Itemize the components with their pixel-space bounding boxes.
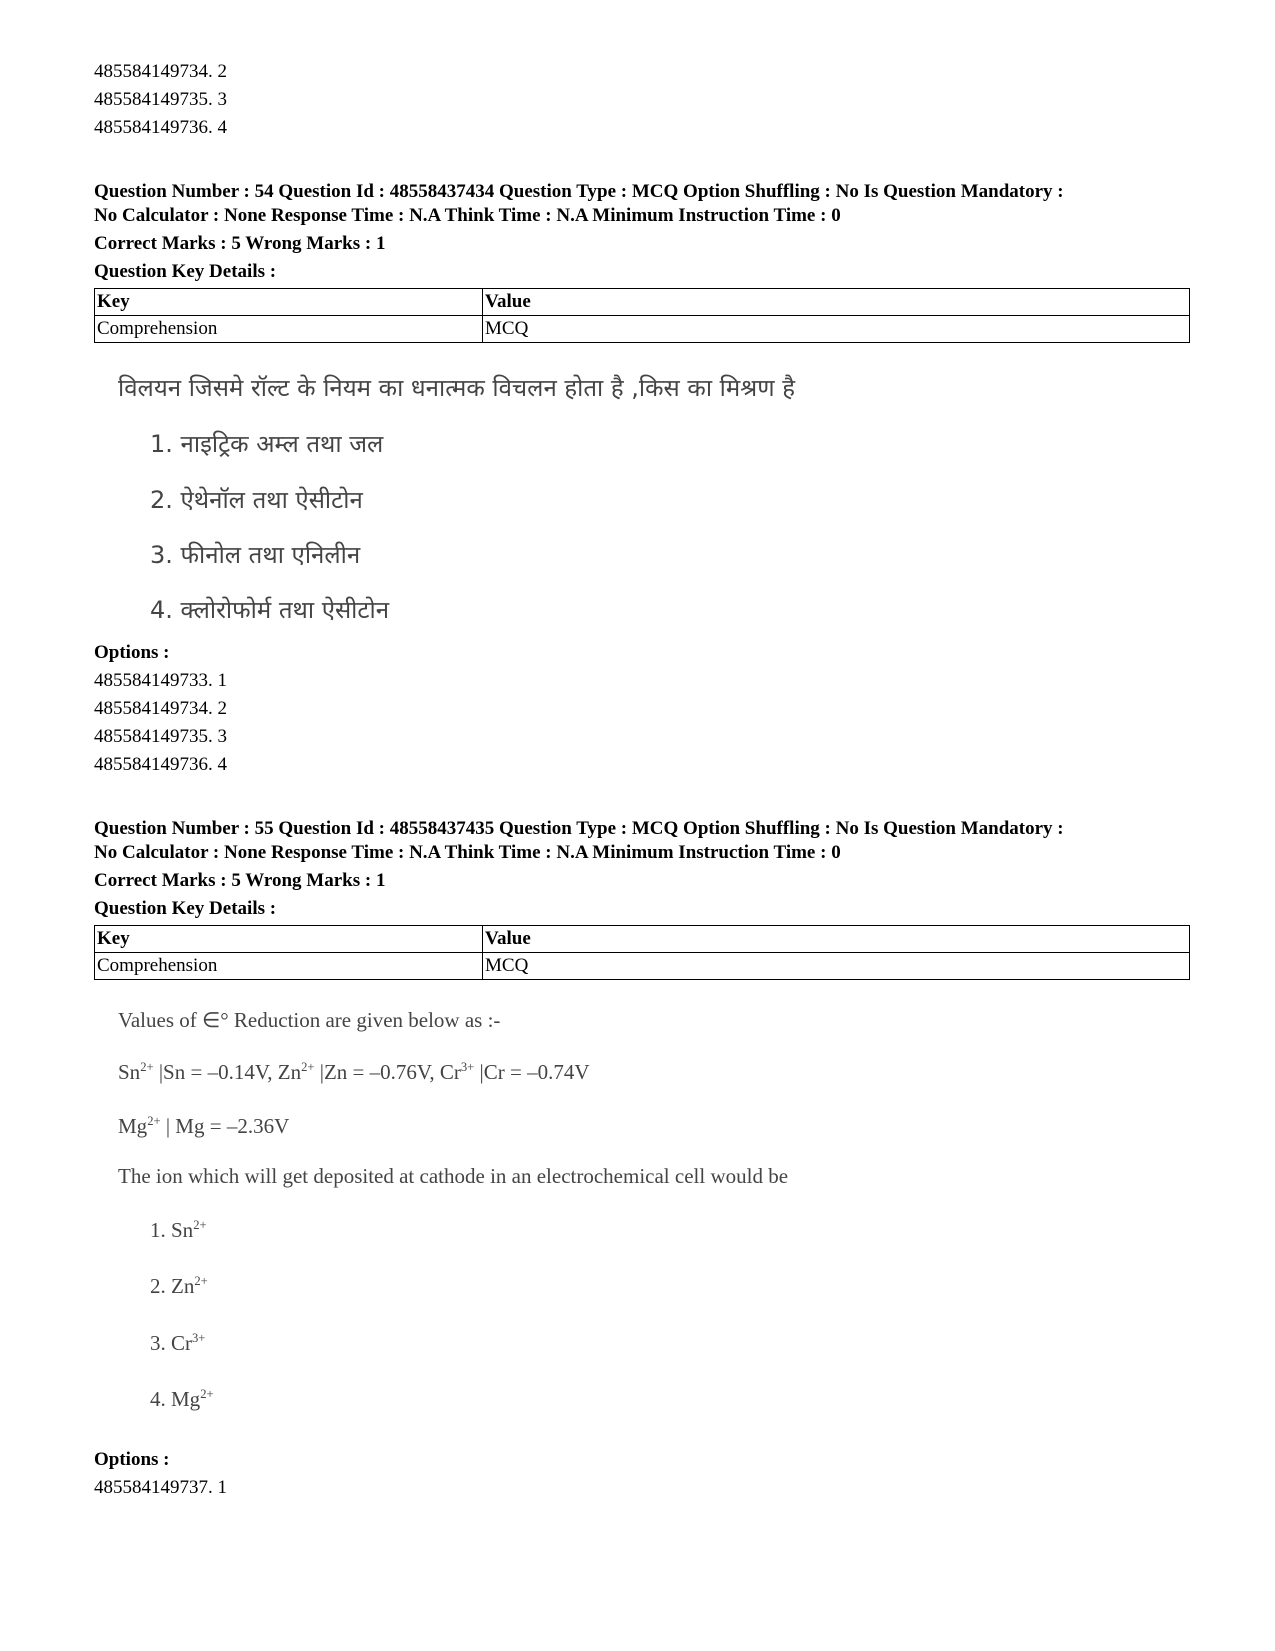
table-header-row (95, 926, 1190, 953)
option-line: 485584149735. 3 (94, 89, 227, 110)
question-choice: 1. नाइट्रिक अम्ल तथा जल (150, 430, 384, 458)
question-marks: Correct Marks : 5 Wrong Marks : 1 (94, 233, 386, 254)
question-choice: 4. क्लोरोफोर्म तथा ऐसीटोन (150, 596, 390, 624)
question-54 (94, 180, 1194, 779)
question-choice: 2. $Zn^{2+}$ (150, 1274, 208, 1298)
options-label: Options : (94, 1449, 170, 1470)
question-key-details-label: Question Key Details : (94, 261, 277, 282)
question-choice: 2. ऐथेनॉल तथा ऐसीटोन (150, 486, 363, 514)
option-line: 485584149736. 4 (94, 117, 227, 138)
table-header-value: Value (483, 289, 1190, 316)
magnesium-potential-line: $Mg^{2+}$ | Mg = –2.36V (118, 1114, 290, 1138)
question-header-line1: Question Number : 54 Question Id : 48558437434 Question Type : MCQ Option Shuffling : No Is Question Mandatory : (94, 181, 1064, 202)
table-cell-value: MCQ (483, 316, 1190, 343)
document-page (94, 58, 1194, 1502)
table-cell-key: Comprehension (95, 316, 483, 343)
table-header-key: Key (95, 926, 483, 953)
table-row (95, 316, 1190, 343)
option-line: 485584149734. 2 (94, 698, 227, 719)
option-line: 485584149737. 1 (94, 1477, 227, 1498)
question-choice: 3. फीनोल तथा एनिलीन (150, 541, 361, 569)
table-header-value: Value (483, 926, 1190, 953)
question-choice: 4. $Mg^{2+}$ (150, 1387, 214, 1411)
table-cell-value: MCQ (483, 953, 1190, 980)
options-label: Options : (94, 642, 170, 663)
table-cell-key: Comprehension (95, 953, 483, 980)
question-choice: 3. $Cr^{3+}$ (150, 1331, 206, 1355)
question-key-details-label: Question Key Details : (94, 898, 277, 919)
question-stem: विलयन जिसमे रॉल्ट के नियम का धनात्मक विचलन होता है ,किस का मिश्रण है (118, 374, 795, 402)
table-header-row (95, 289, 1190, 316)
question-55 (94, 817, 1194, 1502)
question-stem-intro: Values of ∈° Reduction are given below as :- (118, 1008, 501, 1032)
table-header-key: Key (95, 289, 483, 316)
reduction-potentials-line: $Sn^{2+}$ |Sn = –0.14V, $Zn^{2+}$ |Zn = –0.76V, $Cr^{3+}$ |Cr = –0.74V (118, 1060, 590, 1084)
question-header-line2: No Calculator : None Response Time : N.A Think Time : N.A Minimum Instruction Time : 0 (94, 205, 841, 226)
table-row (95, 953, 1190, 980)
option-line: 485584149735. 3 (94, 726, 227, 747)
question-header-line2: No Calculator : None Response Time : N.A Think Time : N.A Minimum Instruction Time : 0 (94, 842, 841, 863)
question-image-hindi (94, 343, 1194, 639)
option-line: 485584149733. 1 (94, 670, 227, 691)
question-key-table (94, 925, 1190, 980)
question-header-line1: Question Number : 55 Question Id : 48558437435 Question Type : MCQ Option Shuffling : No Is Question Mandatory : (94, 818, 1064, 839)
question-marks: Correct Marks : 5 Wrong Marks : 1 (94, 870, 386, 891)
option-line: 485584149736. 4 (94, 754, 227, 775)
question-stem: The ion which will get deposited at cathode in an electrochemical cell would be (118, 1164, 789, 1188)
question-key-table (94, 288, 1190, 343)
question-choice: 1. $Sn^{2+}$ (150, 1218, 207, 1242)
option-line: 485584149734. 2 (94, 61, 227, 82)
question-image-english (94, 980, 1194, 1446)
previous-options (94, 58, 1194, 142)
